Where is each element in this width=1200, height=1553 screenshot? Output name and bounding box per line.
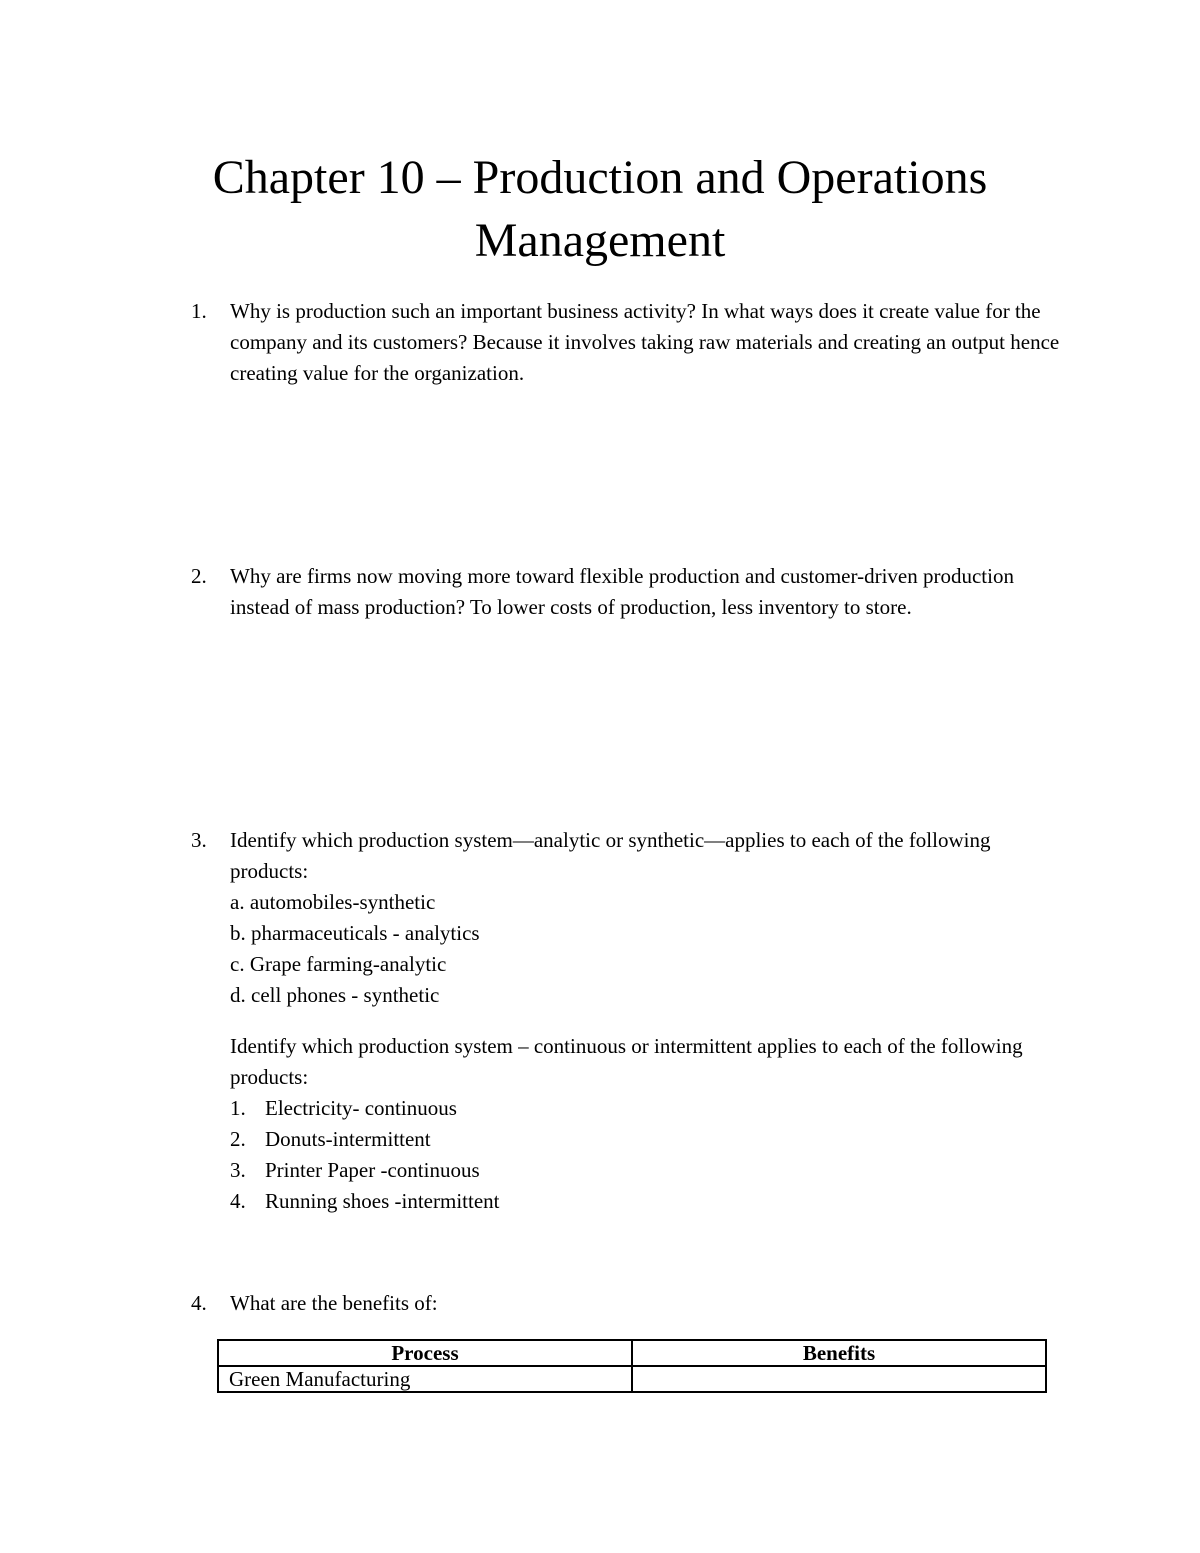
question-number: 1. xyxy=(191,299,207,323)
question-3-second-text: Identify which production system – continuous or intermittent applies to each of the following products: xyxy=(230,1034,1023,1089)
table-cell-process: Green Manufacturing xyxy=(218,1366,632,1392)
benefits-table xyxy=(217,1339,1047,1393)
list-item-text: Electricity- continuous xyxy=(265,1096,457,1120)
column-header-process: Process xyxy=(218,1340,632,1366)
question-1-text: Why is production such an important business activity? In what ways does it create value for the company and its customers? Because it involves taking raw materials and creating an output hence creating value for the organization. xyxy=(230,299,1060,385)
question-text xyxy=(230,1288,1060,1319)
list-item xyxy=(230,1093,1060,1124)
list-item-text: Running shoes -intermittent xyxy=(265,1189,500,1213)
table-header-row xyxy=(218,1340,1046,1366)
page-title: Chapter 10 – Production and Operations Management xyxy=(212,151,988,267)
question-number: 3. xyxy=(191,828,207,852)
question-3-text: Identify which production system—analytic or synthetic—applies to each of the following products: xyxy=(230,828,991,883)
question-number: 4. xyxy=(191,1291,207,1315)
list-item-number: 1. xyxy=(230,1096,246,1120)
question-4-text: What are the benefits of: xyxy=(230,1291,438,1315)
list-item-text: Printer Paper -continuous xyxy=(265,1158,480,1182)
list-item: a. automobiles-synthetic xyxy=(230,890,436,914)
question-2-text: Why are firms now moving more toward flexible production and customer-driven production instead of mass production? To lower costs of production, less inventory to store. xyxy=(230,564,1014,619)
question-text xyxy=(230,296,1060,389)
question-number: 2. xyxy=(191,564,207,588)
table-row xyxy=(218,1366,1046,1392)
list-item xyxy=(230,1155,1060,1186)
list-item xyxy=(230,1186,1060,1217)
column-header-benefits: Benefits xyxy=(632,1340,1046,1366)
list-item-number: 2. xyxy=(230,1127,246,1151)
list-item: d. cell phones - synthetic xyxy=(230,983,440,1007)
table-cell-benefits xyxy=(632,1366,1046,1392)
list-item: b. pharmaceuticals - analytics xyxy=(230,921,480,945)
analytic-synthetic-list xyxy=(230,887,1060,1011)
continuous-intermittent-list xyxy=(230,1093,1060,1217)
list-item xyxy=(230,1124,1060,1155)
list-item-number: 4. xyxy=(230,1189,246,1213)
list-item-number: 3. xyxy=(230,1158,246,1182)
question-text xyxy=(230,561,1060,623)
list-item-text: Donuts-intermittent xyxy=(265,1127,431,1151)
list-item: c. Grape farming-analytic xyxy=(230,952,447,976)
question-text xyxy=(230,825,1060,1217)
